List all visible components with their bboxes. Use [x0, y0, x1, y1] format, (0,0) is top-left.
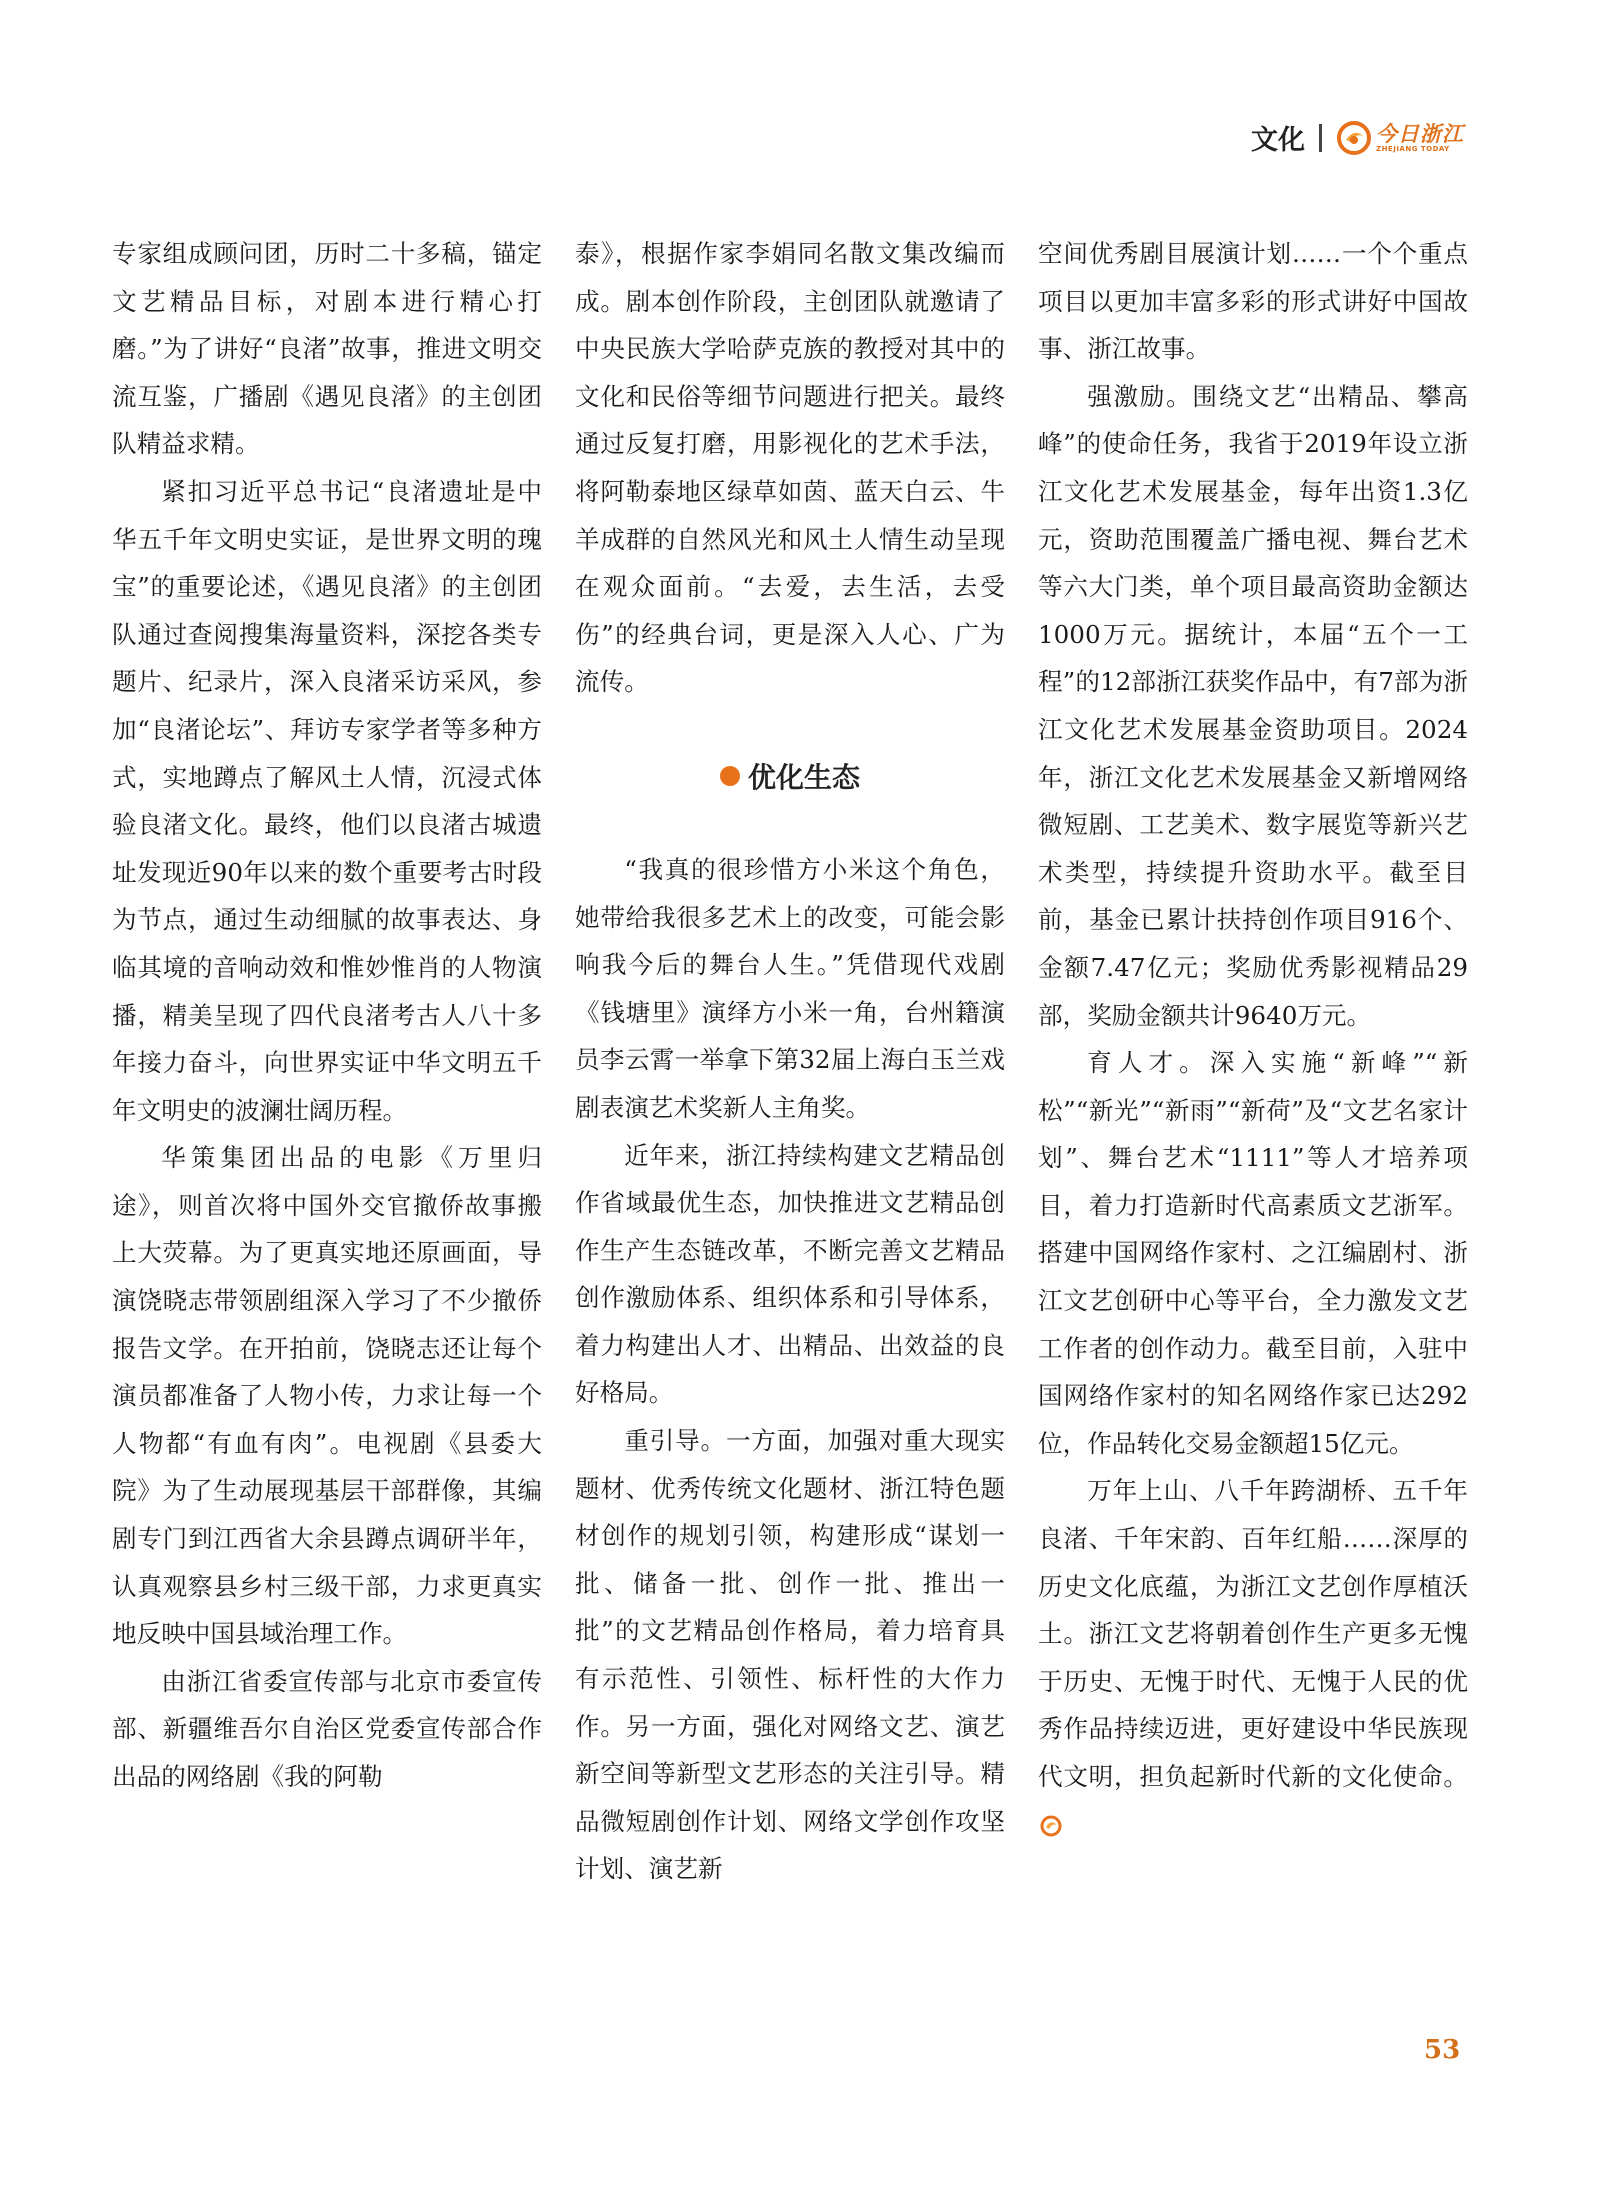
logo-subtext: ZHEJIANG TODAY — [1376, 144, 1450, 153]
paragraph: 华策集团出品的电影《万里归途》，则首次将中国外交官撤侨故事搬上大荧幕。为了更真实地还原画面，导演饶晓志带领剧组深入学习了不少撤侨报告文学。在开拍前，饶晓志还让每个演员都准备了人物小传，力求让每一个人物都“有血有肉”。电视剧《县委大院》为了生动展现基层干部群像，其编剧专门到江西省大余县蹲点调研半年，认真观察县乡村三级干部，力求更真实地反映中国县域治理工作。 — [112, 1143, 542, 1649]
article-column-2 — [575, 230, 1005, 1893]
article-end-icon — [1040, 1815, 1062, 1837]
paragraph: 近年来，浙江持续构建文艺精品创作省域最优生态，加快推进文艺精品创作生产生态链改革，不断完善文艺精品创作激励体系、组织体系和引导体系，着力构建出人才、出精品、出效益的良好格局。 — [575, 1140, 1005, 1408]
paragraph: 育人才。深入实施“新峰”“新松”“新光”“新雨”“新荷”及“文艺名家计划”、舞台艺术“1111”等人才培养项目，着力打造新时代高素质文艺浙军。搭建中国网络作家村、之江编剧村、浙江文艺创研中心等平台，全力激发文艺工作者的创作动力。截至目前，入驻中国网络作家村的知名网络作家已达292位，作品转化交易金额超15亿元。 — [1038, 1048, 1468, 1458]
paragraph: 专家组成顾问团，历时二十多稿，锚定文艺精品目标，对剧本进行精心打磨。”为了讲好“良渚”故事，推进文明交流互鉴，广播剧《遇见良渚》的主创团队精益求精。 — [112, 239, 542, 459]
page-number: 53 — [1424, 2035, 1461, 2065]
paragraph: 泰》，根据作家李娟同名散文集改编而成。剧本创作阶段，主创团队就邀请了中央民族大学哈萨克族的教授对其中的文化和民俗等细节问题进行把关。最终通过反复打磨，用影视化的艺术手法，将阿勒泰地区绿草如茵、蓝天白云、牛羊成群的自然风光和风土人情生动呈现在观众面前。“去爱，去生活，去受伤”的经典台词，更是深入人心、广为流传。 — [575, 239, 1005, 697]
paragraph: 由浙江省委宣传部与北京市委宣传部、新疆维吾尔自治区党委宣传部合作出品的网络剧《我的阿勒 — [112, 1666, 542, 1791]
subheading-text: 优化生态 — [747, 760, 860, 794]
article-column-1 — [112, 230, 542, 1801]
paragraph: 重引导。一方面，加强对重大现实题材、优秀传统文化题材、浙江特色题材创作的规划引领，构建形成“谋划一批、储备一批、创作一批、推出一批”的文艺精品创作格局，着力培育具有示范性、引领性、标杆性的大作力作。另一方面，强化对网络文艺、演艺新空间等新型文艺形态的关注引导。精品微短剧创作计划、网络文学创作攻坚计划、演艺新 — [575, 1426, 1005, 1884]
swirl-logo-icon — [1336, 120, 1372, 156]
section-name: 文化 — [1251, 125, 1305, 156]
logo-text: 今日浙江 — [1376, 120, 1464, 146]
paragraph: 空间优秀剧目展演计划……一个个重点项目以更加丰富多彩的形式讲好中国故事、浙江故事。 — [1038, 239, 1468, 364]
page-header — [1251, 118, 1464, 157]
header-divider — [1319, 124, 1322, 152]
paragraph — [1038, 1467, 1468, 1848]
paragraph-text: 万年上山、八千年跨湖桥、五千年良渚、千年宋韵、百年红船……深厚的历史文化底蕴，为浙江文艺创作厚植沃土。浙江文艺将朝着创作生产更多无愧于历史、无愧于时代、无愧于人民的优秀作品持续迈进，更好建设中华民族现代文明，担负起新时代新的文化使命。 — [1038, 1476, 1468, 1791]
paragraph: 紧扣习近平总书记“良渚遗址是中华五千年文明史实证，是世界文明的瑰宝”的重要论述，《遇见良渚》的主创团队通过查阅搜集海量资料，深挖各类专题片、纪录片，深入良渚采访采风，参加“良渚论坛”、拜访专家学者等多种方式，实地蹲点了解风土人情，沉浸式体验良渚文化。最终，他们以良渚古城遗址发现近90年以来的数个重要考古时段为节点，通过生动细腻的故事表达、身临其境的音响动效和惟妙惟肖的人物演播，精美呈现了四代良渚考古人八十多年接力奋斗，向世界实证中华文明五千年文明史的波澜壮阔历程。 — [112, 476, 542, 1125]
magazine-logo — [1336, 120, 1464, 156]
bullet-dot-icon — [720, 766, 740, 786]
article-column-3 — [1038, 230, 1468, 1848]
section-subheading — [575, 706, 1005, 846]
paragraph: “我真的很珍惜方小米这个角色，她带给我很多艺术上的改变，可能会影响我今后的舞台人生。”凭借现代戏剧《钱塘里》演绎方小米一角，台州籍演员李云霄一举拿下第32届上海白玉兰戏剧表演艺术奖新人主角奖。 — [575, 854, 1005, 1122]
paragraph: 强激励。围绕文艺“出精品、攀高峰”的使命任务，我省于2019年设立浙江文化艺术发展基金，每年出资1.3亿元，资助范围覆盖广播电视、舞台艺术等六大门类，单个项目最高资助金额达1000万元。据统计，本届“五个一工程”的12部浙江获奖作品中，有7部为浙江文化艺术发展基金资助项目。2024年，浙江文化艺术发展基金又新增网络微短剧、工艺美术、数字展览等新兴艺术类型，持续提升资助水平。截至目前，基金已累计扶持创作项目916个、金额7.47亿元；奖励优秀影视精品29部，奖励金额共计9640万元。 — [1038, 381, 1468, 1030]
